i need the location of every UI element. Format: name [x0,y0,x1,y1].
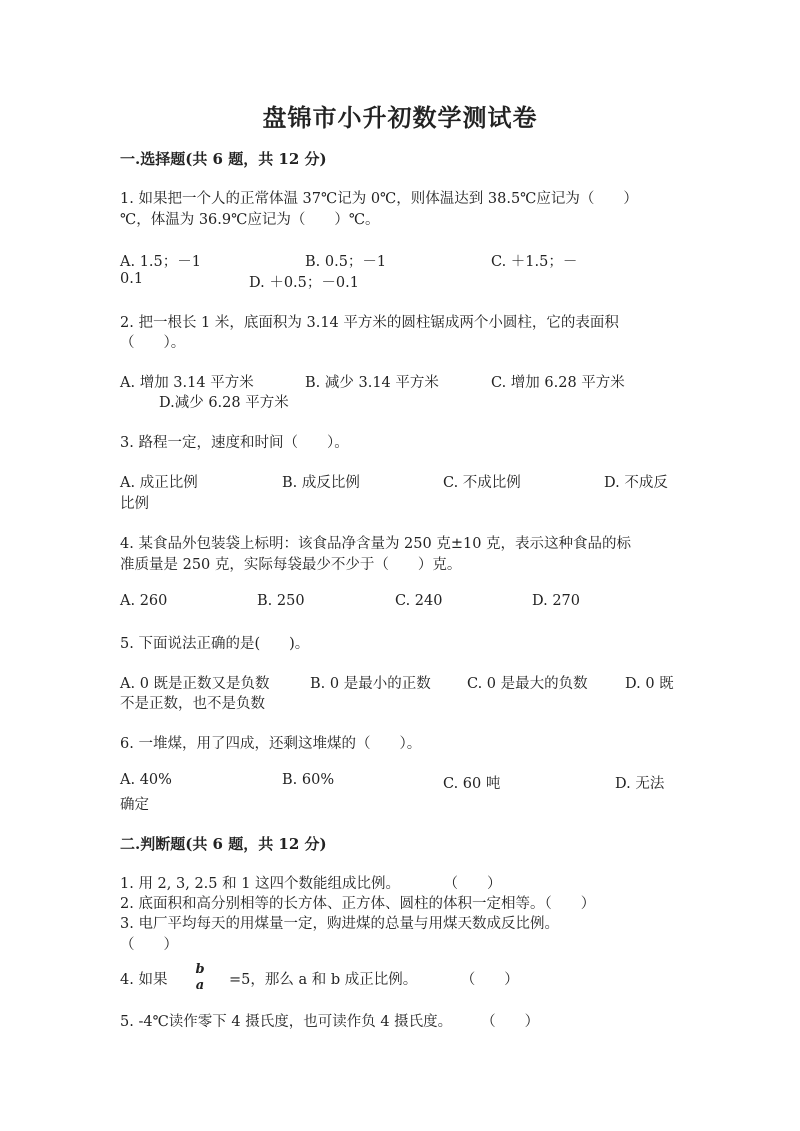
section-2-heading: 二.判断题(共 6 题，共 12 分) [120,835,327,853]
q6-stem: 6. 一堆煤，用了四成，还剩这堆煤的（ ）。 [120,736,422,752]
q4-option-a: A. 260 [120,593,168,609]
q6-option-d: D. 无法 [615,776,665,792]
q5-stem: 5. 下面说法正确的是( )。 [120,636,310,652]
q4-stem-line2: 准质量是 250 克，实际每袋最少不少于（ ）克。 [120,557,462,573]
q3-option-b: B. 成反比例 [282,475,360,491]
judge-item-3-line1: 3. 电厂平均每天的用煤量一定，购进煤的总量与用煤天数成反比例。 [120,916,559,932]
q1-stem-line1: 1. 如果把一个人的正常体温 37℃记为 0℃，则体温达到 38.5℃应记为（ ） [120,191,638,207]
q1-option-d: D. ＋0.5；－0.1 [249,275,359,291]
q1-option-c: C. ＋1.5；－ [491,254,578,270]
page-title: 盘锦市小升初数学测试卷 [262,103,538,132]
q2-option-d: D.减少 6.28 平方米 [159,395,289,411]
q4-option-d: D. 270 [532,593,581,609]
q2-option-b: B. 减少 3.14 平方米 [305,375,439,391]
judge-item-1: 1. 用 2, 3, 2.5 和 1 这四个数能组成比例。 （ ） [120,876,502,892]
q6-option-d-continued: 确定 [120,797,149,813]
q2-option-a: A. 增加 3.14 平方米 [120,375,254,391]
q6-option-a: A. 40% [120,772,172,788]
q5-option-d: D. 0 既 [625,676,674,692]
fraction-b-over-a [193,962,207,994]
judge-item-2: 2. 底面积和高分别相等的长方体、正方体、圆柱的体积一定相等。（ ） [120,896,596,912]
q1-option-b: B. 0.5；－1 [305,254,387,270]
q4-stem-line1: 4. 某食品外包装袋上标明：该食品净含量为 250 克±10 克，表示这种食品的标 [120,536,632,552]
q3-option-c: C. 不成比例 [443,475,521,491]
q4-option-c: C. 240 [395,593,443,609]
q3-option-d: D. 不成反 [604,475,668,491]
q5-option-d-continued: 不是正数，也不是负数 [120,696,265,712]
q1-option-a: A. 1.5；－1 [120,254,201,270]
q5-option-c: C. 0 是最大的负数 [467,676,588,692]
judge-item-3-line2: （ ） [120,937,178,953]
q1-stem-line2: ℃，体温为 36.9℃应记为（ ）℃。 [120,212,380,228]
fraction-numerator: b [195,962,205,977]
q3-option-a: A. 成正比例 [120,475,198,491]
judge-item-4-suffix: =5，那么 a 和 b 成正比例。 （ ） [229,972,519,988]
judge-item-5: 5. -4℃读作零下 4 摄氏度，也可读作负 4 摄氏度。 （ ） [120,1014,540,1030]
fraction-denominator: a [195,978,205,993]
judge-item-4-prefix: 4. 如果 [120,972,168,988]
q4-option-b: B. 250 [257,593,305,609]
q2-option-c: C. 增加 6.28 平方米 [491,375,625,391]
q2-stem-line2: （ ）。 [120,335,186,351]
q3-option-d-continued: 比例 [120,496,149,512]
q5-option-b: B. 0 是最小的正数 [310,676,431,692]
q5-option-a: A. 0 既是正数又是负数 [120,676,270,692]
q6-option-c: C. 60 吨 [443,776,501,792]
q1-option-c-continued: 0.1 [120,271,144,287]
q6-option-b: B. 60% [282,772,335,788]
q2-stem-line1: 2. 把一根长 1 米，底面积为 3.14 平方米的圆柱锯成两个小圆柱，它的表面积 [120,315,619,331]
section-1-heading: 一.选择题(共 6 题，共 12 分) [120,150,327,168]
q3-stem: 3. 路程一定，速度和时间（ ）。 [120,435,349,451]
